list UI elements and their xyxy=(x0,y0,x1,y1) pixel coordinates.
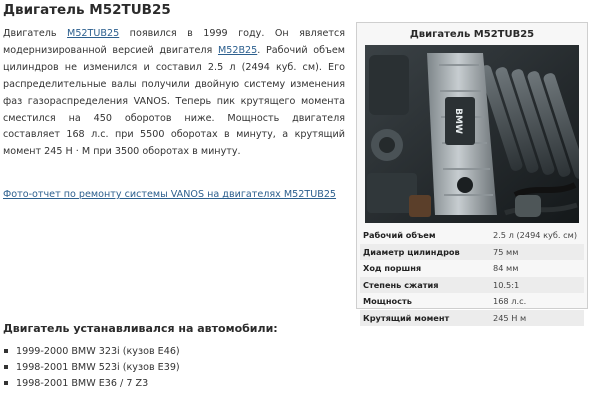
spec-key: Мощность xyxy=(363,296,412,307)
car-list-item xyxy=(3,360,180,376)
car-list-item xyxy=(3,344,180,360)
spec-value: 168 л.с. xyxy=(493,296,527,307)
spec-row xyxy=(360,293,584,310)
spec-key: Диаметр цилиндров xyxy=(360,244,490,261)
spec-row xyxy=(360,310,584,327)
cars-section-title: Двигатель устанавливался на автомобили: xyxy=(3,322,278,335)
cars-list xyxy=(3,344,180,392)
spec-value: 2.5 л (2494 куб. см) xyxy=(493,230,578,241)
spec-row xyxy=(360,227,584,244)
bullet-icon xyxy=(4,349,8,353)
engine-spec-table xyxy=(360,227,584,326)
spec-row xyxy=(360,277,584,294)
engine-info-card xyxy=(356,22,588,323)
vanos-photo-report-link[interactable]: Фото-отчет по ремонту системы VANOS на двигателях M52TUB25 xyxy=(3,189,337,200)
bullet-icon xyxy=(4,381,8,385)
engine-link-m52tub25[interactable]: M52TUB25 xyxy=(67,28,120,39)
spec-key: Ход поршня xyxy=(363,263,422,274)
engine-link-m52b25[interactable]: M52B25 xyxy=(217,44,258,56)
car-list-text: 1998-2001 BMW 523i (кузов E39) xyxy=(16,362,180,373)
intro-paragraph xyxy=(3,26,345,161)
intro-text-3: . Рабочий объем цилиндров не изменился и составил 2.5 л (2494 куб. см). Его распределительные валы получили двойную систему изменения фаз газораспределения VANOS. Теперь пик крутящего момента сместился на 450 оборотов ниже. Мощность двигателя составляет 168 л.с. при 5500 оборотах в минуту, а крутящий момент 245 Н · М при 3500 оборотах в минуту. xyxy=(3,44,345,158)
spec-row xyxy=(360,260,584,277)
page-title: Двигатель M52TUB25 xyxy=(3,2,171,18)
spec-value: 245 Н м xyxy=(490,310,584,327)
spec-key: Крутящий момент xyxy=(360,310,490,327)
car-list-text: 1999-2000 BMW 323i (кузов E46) xyxy=(16,346,180,357)
spec-value: 75 мм xyxy=(490,244,584,261)
intro-text-1: Двигатель xyxy=(3,28,68,39)
car-list-item xyxy=(3,376,180,392)
engine-photo xyxy=(365,45,579,223)
intro-text-2: появился в 1999 году. Он является модернизированной версией двигателя xyxy=(3,28,345,56)
spec-value: 10.5:1 xyxy=(490,277,584,294)
spec-key: Степень сжатия xyxy=(360,277,490,294)
spec-row xyxy=(360,244,584,261)
card-title: Двигатель M52TUB25 xyxy=(409,29,535,40)
bullet-icon xyxy=(4,365,8,369)
engine-illustration xyxy=(365,45,579,223)
engine-cover-text: BMW xyxy=(453,108,463,134)
spec-value: 84 мм xyxy=(493,263,519,274)
car-list-text: 1998-2001 BMW E36 / 7 Z3 xyxy=(16,378,149,389)
spec-key: Рабочий объем xyxy=(363,230,436,241)
